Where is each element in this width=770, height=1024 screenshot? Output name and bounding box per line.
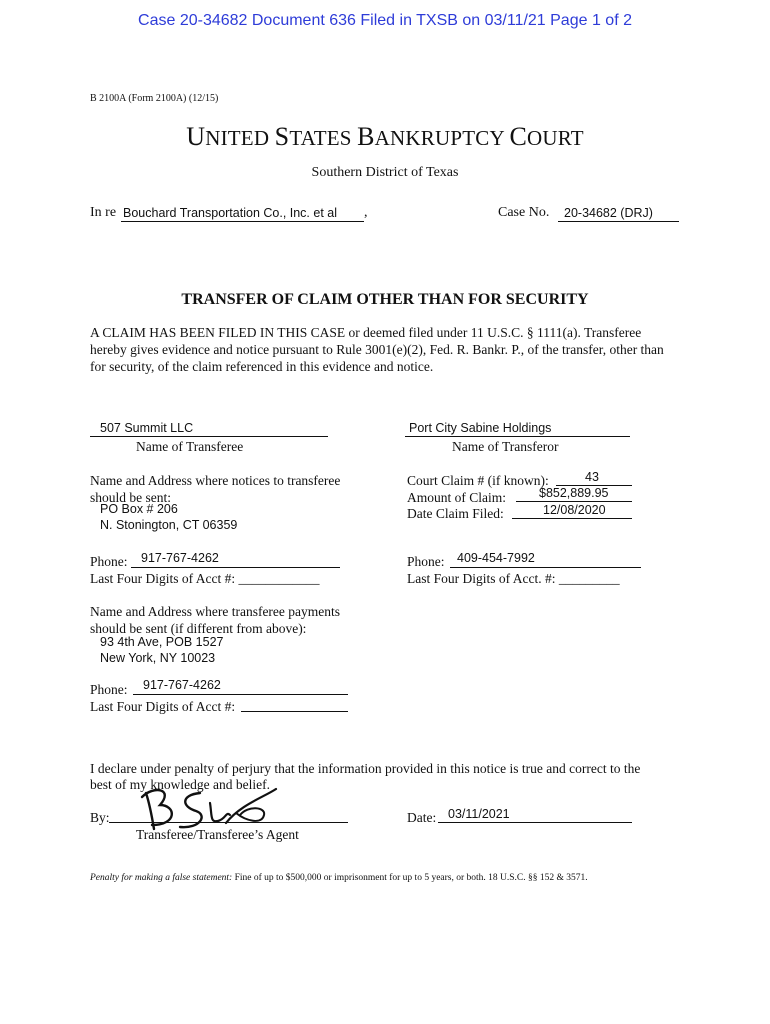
payment-address-line-1: 93 4th Ave, POB 1527 <box>100 635 224 649</box>
transferor-name-underline <box>405 436 630 437</box>
transferee-caption: Name of Transferee <box>136 439 244 454</box>
by-label: By: <box>90 810 110 825</box>
payment-acct-label: Last Four Digits of Acct #: <box>90 699 236 714</box>
transferor-caption: Name of Transferor <box>452 439 559 454</box>
court-rest-3: ANKRUPTCY <box>374 126 510 150</box>
declaration-line-1: I declare under penalty of perjury that the information provided in this notice is true and correct to the <box>90 761 641 776</box>
in-re-label: In re <box>90 205 117 220</box>
payment-acct-underline <box>241 711 348 712</box>
notice-address-line-1: PO Box # 206 <box>100 502 178 516</box>
penalty-italic: Penalty for making a false statement: <box>90 873 233 883</box>
filing-stamp: Case 20-34682 Document 636 Filed in TXSB on 03/11/21 Page 1 of 2 <box>138 12 632 29</box>
notice-address-label-1: Name and Address where notices to transferee <box>90 473 341 488</box>
date-underline <box>438 822 632 823</box>
claim-amount-value: $852,889.95 <box>539 486 609 500</box>
payment-address-label-2: should be sent (if different from above): <box>90 621 307 636</box>
transferee-phone-label: Phone: <box>90 554 128 569</box>
in-re-comma: , <box>364 205 368 220</box>
document-title: TRANSFER OF CLAIM OTHER THAN FOR SECURITY <box>181 291 589 308</box>
claim-number-label: Court Claim # (if known): <box>407 473 549 488</box>
notice-address-label-2: should be sent: <box>90 490 171 505</box>
form-identifier: B 2100A (Form 2100A) (12/15) <box>90 93 219 104</box>
payment-address-label-1: Name and Address where transferee payments <box>90 604 341 619</box>
court-cap-b: B <box>357 122 375 151</box>
claim-amount-label: Amount of Claim: <box>407 490 506 505</box>
transferor-name: Port City Sabine Holdings <box>409 421 552 435</box>
signature-caption: Transferee/Transferee’s Agent <box>136 827 299 842</box>
debtor-name: Bouchard Transportation Co., Inc. et al <box>123 206 338 220</box>
transferee-phone-value: 917-767-4262 <box>141 551 219 565</box>
claim-amount-underline <box>516 501 632 502</box>
payment-phone-label: Phone: <box>90 682 128 697</box>
court-cap-u: U <box>186 122 206 151</box>
payment-address-line-2: New York, NY 10023 <box>100 651 216 665</box>
transferee-name: 507 Summit LLC <box>100 421 194 435</box>
transferee-name-underline <box>90 436 328 437</box>
court-rest-2: TATES <box>289 126 358 150</box>
court-rest-1: NITED <box>205 126 275 150</box>
declaration-line-2: best of my knowledge and belief. <box>90 777 270 792</box>
date-filed-value: 12/08/2020 <box>543 503 606 517</box>
court-cap-c: C <box>509 122 528 151</box>
date-label: Date: <box>407 810 437 825</box>
penalty-note <box>90 873 588 883</box>
transferee-phone-underline <box>131 567 340 568</box>
date-filed-label: Date Claim Filed: <box>407 506 504 521</box>
claim-number-value: 43 <box>585 470 599 484</box>
case-no-underline <box>558 221 679 222</box>
payment-phone-value: 917-767-4262 <box>143 678 221 692</box>
penalty-text: Fine of up to $500,000 or imprisonment for up to 5 years, or both. 18 U.S.C. §§ 152 & 3571. <box>232 873 588 883</box>
district-name: Southern District of Texas <box>311 165 459 180</box>
notice-address-line-2: N. Stonington, CT 06359 <box>100 518 238 532</box>
court-cap-s: S <box>274 122 290 151</box>
case-no-value: 20-34682 (DRJ) <box>564 206 653 220</box>
date-value: 03/11/2021 <box>448 807 510 821</box>
transferor-phone-value: 409-454-7992 <box>457 551 535 565</box>
court-name <box>0 122 770 152</box>
court-rest-4: OURT <box>527 126 584 150</box>
transferee-acct-label: Last Four Digits of Acct #: ____________ <box>90 571 320 586</box>
debtor-underline <box>121 221 364 222</box>
intro-paragraph: A CLAIM HAS BEEN FILED IN THIS CASE or deemed filed under 11 U.S.C. § 1111(a). Transferee hereby gives evidence and notice pursuant to Rule 3001(e)(2), Fed. R. Bankr. P., of the transfer, other than for security, of the claim referenced in this evidence and notice. <box>90 325 664 374</box>
date-filed-underline <box>512 518 632 519</box>
case-no-label: Case No. <box>498 205 550 220</box>
transferor-acct-label: Last Four Digits of Acct. #: _________ <box>407 571 620 586</box>
transferor-phone-underline <box>450 567 641 568</box>
payment-phone-underline <box>133 694 348 695</box>
transferor-phone-label: Phone: <box>407 554 445 569</box>
